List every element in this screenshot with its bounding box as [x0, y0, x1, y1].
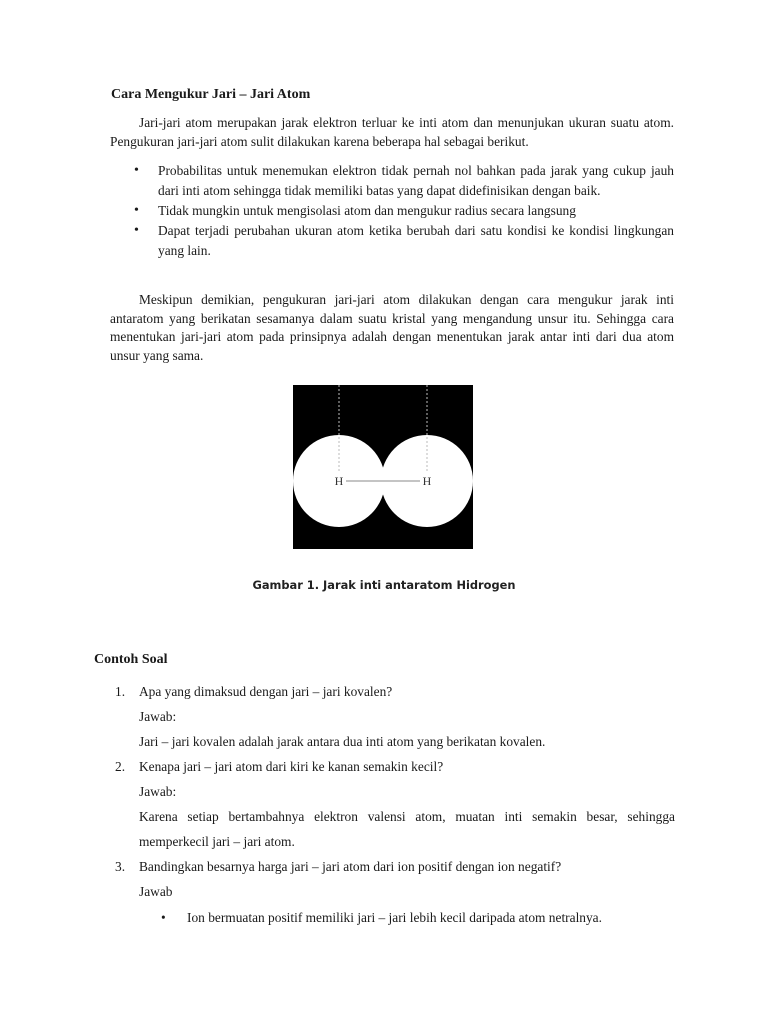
question-text: Kenapa jari – jari atom dari kiri ke kanan semakin kecil? — [139, 759, 444, 774]
bullet-icon: • — [134, 163, 139, 178]
answer-text: Jari – jari kovalen adalah jarak antara dua inti atom yang berikatan kovalen. — [139, 734, 546, 749]
question-text: Bandingkan besarnya harga jari – jari atom dari ion positif dengan ion negatif? — [139, 859, 562, 874]
answer-label: Jawab: — [139, 784, 177, 799]
bullet-icon: • — [134, 203, 139, 218]
right-atom-label: H — [422, 474, 432, 488]
answer-bullet-text: Ion bermuatan positif memiliki jari – jari lebih kecil daripada atom netralnya. — [187, 910, 602, 925]
question-item — [115, 754, 675, 779]
list-item-text: Probabilitas untuk menemukan elektron tidak pernah nol bahkan pada jarak yang cukup jauh dari inti atom sehingga tidak memiliki batas yang dapat didefinisikan dengan baik. — [158, 163, 674, 198]
question-number: 2. — [115, 759, 126, 774]
document-title: Cara Mengukur Jari – Jari Atom — [111, 87, 311, 102]
section-title: Contoh Soal — [94, 652, 168, 667]
answer-label: Jawab: — [139, 709, 177, 724]
question-number: 1. — [115, 684, 126, 699]
hydrogen-figure — [293, 385, 473, 549]
list-item — [110, 161, 674, 201]
question-item — [115, 679, 675, 704]
bullet-icon: • — [161, 910, 166, 925]
explanation-paragraph: Meskipun demikian, pengukuran jari-jari atom dilakukan dengan cara mengukur jarak inti antaratom yang berikatan sesamanya dalam suatu kristal yang mengandung unsur itu. Sehingga cara menentukan jari-jari atom pada prinsipnya adalah dengan menentukan jarak antar inti dari dua atom unsur yang sama. — [110, 292, 674, 363]
difficulty-list — [110, 161, 674, 261]
bullet-icon: • — [134, 223, 139, 238]
intro-paragraph: Jari-jari atom merupakan jarak elektron terluar ke inti atom dan menunjukan ukuran suatu atom. Pengukuran jari-jari atom sulit dilakukan karena beberapa hal sebagai berikut. — [110, 115, 674, 149]
hydrogen-atoms-diagram — [293, 385, 473, 549]
left-atom-label: H — [334, 474, 344, 488]
answer-text: Karena setiap bertambahnya elektron valensi atom, muatan inti semakin besar, sehingga memperkecil jari – jari atom. — [139, 809, 675, 849]
answer-bullet-item — [139, 905, 675, 930]
list-item — [110, 201, 674, 221]
question-text: Apa yang dimaksud dengan jari – jari kovalen? — [139, 684, 393, 699]
list-item — [110, 221, 674, 261]
list-item-text: Dapat terjadi perubahan ukuran atom ketika berubah dari satu kondisi ke kondisi lingkungan yang lain. — [158, 223, 674, 258]
question-number: 3. — [115, 859, 126, 874]
answer-label: Jawab — [139, 884, 173, 899]
question-item — [115, 854, 675, 879]
list-item-text: Tidak mungkin untuk mengisolasi atom dan mengukur radius secara langsung — [158, 203, 576, 218]
figure-caption: Gambar 1. Jarak inti antaratom Hidrogen — [252, 578, 516, 592]
